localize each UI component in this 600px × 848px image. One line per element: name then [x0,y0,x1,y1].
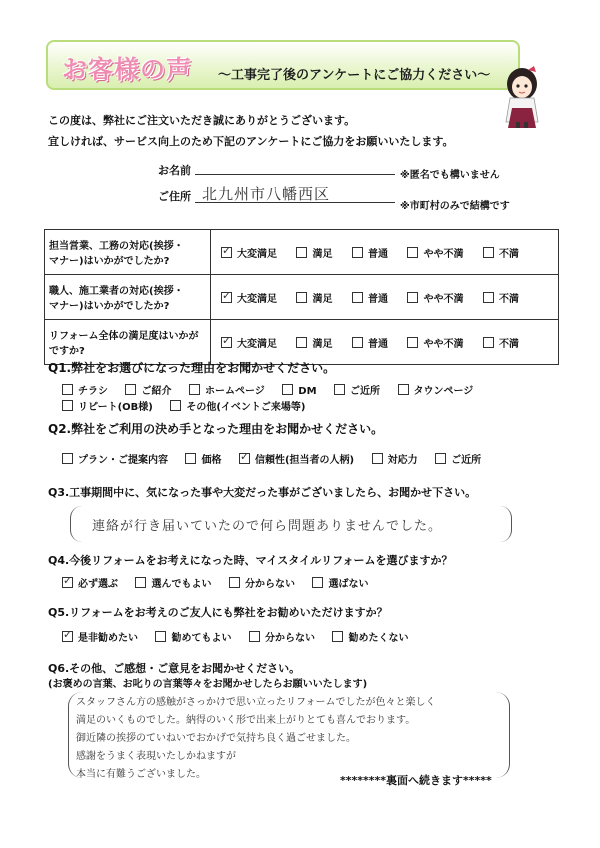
checkbox[interactable] [332,631,343,642]
q4-options [62,575,382,590]
q6-answer-line: 本当に有難うございました。 [76,769,206,780]
q1-options-row-2 [62,398,320,413]
name-note: ※匿名でも構いません [400,170,500,181]
q6-answer-line: 御近隣の挨拶のていねいでおかげで気持ち良く過ごせました。 [76,733,356,744]
q5-title: Q5.リフォームをお考えのご友人にも弊社をお勧めいただけますか？ [48,606,388,619]
q1-options-row-1 [62,382,487,397]
intro-line-2: 宜しければ、サービス向上のため下記のアンケートにご協力をお願いいたします。 [48,135,454,148]
page-title: お客様の声 [62,55,193,84]
checkbox-checked[interactable] [62,631,73,642]
q1-option-homepage[interactable]: ホームページ [189,382,265,397]
option-satisfied[interactable]: 満足 [296,290,332,305]
q1-option-flyer[interactable]: チラシ [62,382,108,397]
rating-row-craftsman [45,275,559,320]
checkbox[interactable] [185,453,196,464]
option-somewhat-unsatisfied[interactable]: やや不満 [407,335,463,350]
q1-option-dm[interactable]: DM [282,384,316,397]
checkbox[interactable] [62,384,73,395]
q2-options [62,451,495,466]
q6-answer-line: 感謝をうまく表現いたしかねますが [76,751,236,762]
mascot-girl-illustration [498,64,546,130]
option-somewhat-unsatisfied[interactable]: やや不満 [407,290,463,305]
page-subtitle: ～工事完了後のアンケートにご協力ください～ [218,68,491,83]
option-unsatisfied[interactable]: 不満 [483,290,519,305]
rating-row-staff [45,230,559,275]
q6-title: Q6.その他、ご感想・ご意見をお聞かせください。 [48,662,301,675]
address-label: ご住所 [158,190,191,203]
q3-title: Q3.工事期間中に、気になった事や大変だった事がございましたら、お聞かせ下さい。 [48,486,477,499]
option-unsatisfied[interactable]: 不満 [483,245,519,260]
option-satisfied[interactable]: 満足 [296,245,332,260]
checkbox[interactable] [407,337,418,348]
q6-answer-line: 満足のいくものでした。納得のいく形で出来上がりとても喜んでおります。 [76,715,416,726]
checkbox[interactable] [398,384,409,395]
q6-subtitle: (お褒めの言葉、お叱りの言葉等々をお聞かせしたらお願いいたします) [48,679,368,690]
rating-question: 職人、施工業者の対応(挨拶・ マナー)はいかがでしたか? [45,275,211,320]
rating-question: 担当営業、工務の対応(挨拶・ マナー)はいかがでしたか? [45,230,211,275]
checkbox[interactable] [296,292,307,303]
checkbox[interactable] [229,577,240,588]
option-very-satisfied[interactable]: ✓大変満足 [221,290,277,305]
checkbox[interactable] [407,292,418,303]
q3-answer: 連絡が行き届いていたので何ら問題ありませんでした。 [92,519,443,534]
q1-option-townpage[interactable]: タウンページ [398,382,474,397]
checkbox[interactable] [312,577,323,588]
option-unsatisfied[interactable]: 不満 [483,335,519,350]
checkbox[interactable] [62,453,73,464]
checkbox[interactable] [483,337,494,348]
q2-option-trust[interactable]: ✓ 信頼性(担当者の人柄) [239,451,354,466]
rating-row-overall [45,320,559,365]
q4-option-unknown[interactable]: 分からない [229,575,295,590]
checkbox[interactable] [296,247,307,258]
q5-option-no[interactable]: 勧めたくない [332,629,408,644]
q5-option-unknown[interactable]: 分からない [249,629,315,644]
checkbox[interactable] [62,400,73,411]
continued-on-back-note: ********裏面へ続きます***** [340,774,492,787]
option-normal[interactable]: 普通 [352,335,388,350]
checkbox[interactable] [352,292,363,303]
q2-option-neighborhood[interactable]: ご近所 [435,451,481,466]
option-somewhat-unsatisfied[interactable]: やや不満 [407,245,463,260]
intro-line-1: この度は、弊社にご注文いただき誠にありがとうございます。 [48,114,356,127]
option-satisfied[interactable]: 満足 [296,335,332,350]
checkbox[interactable] [189,384,200,395]
q1-title: Q1.弊社をお選びになった理由をお聞かせください。 [48,361,336,375]
checkbox[interactable] [249,631,260,642]
option-normal[interactable]: 普通 [352,290,388,305]
q4-option-definitely[interactable]: ✓必ず選ぶ [62,575,118,590]
q5-option-maybe[interactable]: 勧めてもよい [155,629,231,644]
checkbox[interactable] [334,384,345,395]
option-normal[interactable]: 普通 [352,245,388,260]
checkbox[interactable] [483,292,494,303]
q4-title: Q4.今後リフォームをお考えになった時、マイスタイルリフォームを選びますか？ [48,554,453,567]
q1-option-repeat[interactable]: リピート(OB様) [62,398,153,413]
checkbox[interactable] [296,337,307,348]
checkbox-checked[interactable] [221,292,232,303]
q2-option-plan[interactable]: プラン・ご提案内容 [62,451,168,466]
q1-option-other[interactable]: その他(イベントご来場等) [170,398,305,413]
q2-option-price[interactable]: 価格 [185,451,221,466]
q4-option-maybe[interactable]: 選んでもよい [135,575,211,590]
address-value: 北九州市八幡西区 [202,185,331,203]
q1-option-referral[interactable]: ご紹介 [125,382,171,397]
checkbox[interactable] [352,337,363,348]
q2-title: Q2.弊社をご利用の決め手となった理由をお聞かせください。 [48,422,384,436]
checkbox[interactable] [435,453,446,464]
checkbox[interactable] [407,247,418,258]
rating-question: リフォーム全体の満足度はいかが ですか? [45,320,211,365]
checkbox[interactable] [282,384,293,395]
q4-option-no[interactable]: 選ばない [312,575,368,590]
checkbox-checked[interactable] [221,337,232,348]
address-note: ※市町村のみで結構です [400,201,510,212]
checkbox[interactable] [170,400,181,411]
q5-option-definitely[interactable]: ✓是非勧めたい [62,629,138,644]
q5-options [62,629,422,644]
checkbox[interactable] [352,247,363,258]
checkbox-checked[interactable] [239,453,250,464]
q6-answer-line: スタッフさん方の感触がさっかけで思い立ったリフォームでしたが色々と楽しく [76,697,436,708]
option-very-satisfied[interactable]: ✓大変満足 [221,335,277,350]
checkbox[interactable] [155,631,166,642]
option-very-satisfied[interactable]: ✓大変満足 [221,245,277,260]
checkbox[interactable] [125,384,136,395]
checkbox-checked[interactable] [221,247,232,258]
name-label: お名前 [158,164,191,177]
q1-option-neighborhood[interactable]: ご近所 [334,382,380,397]
checkbox-checked[interactable] [62,577,73,588]
checkbox[interactable] [372,453,383,464]
checkbox[interactable] [135,577,146,588]
q2-option-response[interactable]: 対応力 [372,451,418,466]
name-field[interactable] [195,174,395,175]
satisfaction-table [44,229,559,365]
checkbox[interactable] [483,247,494,258]
